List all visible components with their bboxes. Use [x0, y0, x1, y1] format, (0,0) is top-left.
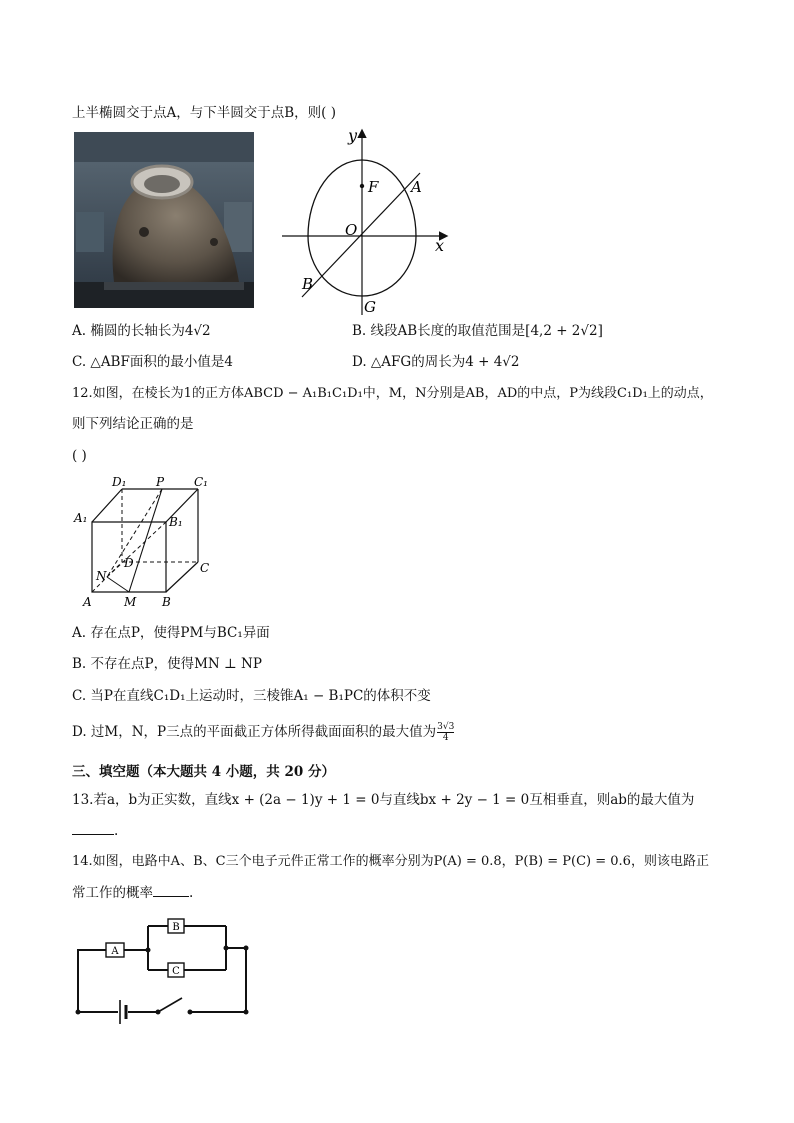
q11-option-c: C. △ABF面积的最小值是4 — [72, 354, 233, 370]
q12-option-d-text: D. 过M，N，P三点的平面截正方体所得截面面积的最大值为 — [72, 724, 437, 740]
q11-option-b: B. 线段AB长度的取值范围是[4,2 + 2√2] — [352, 323, 603, 339]
label-g: G — [364, 298, 376, 316]
component-b-label: B — [172, 922, 180, 933]
component-a-label: A — [111, 946, 119, 957]
q12-option-d — [72, 722, 454, 743]
circuit-figure — [70, 912, 260, 1030]
q14-stem-line2-text: 常工作的概率 — [72, 885, 153, 901]
q12-paren: ( ) — [72, 448, 87, 464]
label-o: O — [345, 221, 358, 239]
q12-stem-line1: 12.如图，在棱长为1的正方体ABCD − A₁B₁C₁D₁中，M，N分别是AB，AD的中点，P为线段C₁D₁上的动点， — [72, 386, 713, 401]
q14-answer-blank[interactable] — [153, 882, 189, 897]
q14-period: . — [189, 885, 194, 901]
label-a1: A₁ — [74, 511, 88, 525]
section-heading: 三、填空题（本大题共 4 小题，共 20 分） — [72, 764, 335, 780]
cube-figure — [70, 474, 220, 614]
q13-answer-line — [72, 820, 118, 841]
component-c-label: C — [172, 966, 180, 977]
q11-option-a: A. 椭圆的长轴长为4√2 — [72, 323, 211, 339]
fraction-denominator: 4 — [442, 733, 449, 743]
return-capsule-photo — [74, 132, 254, 308]
q11-option-d: D. △AFG的周长为4 + 4√2 — [352, 354, 520, 370]
q13-period: . — [114, 823, 119, 839]
q13-stem: 13.若a，b为正实数，直线x + (2a − 1)y + 1 = 0与直线bx + 2y − 1 = 0互相垂直，则ab的最大值为 — [72, 792, 695, 808]
q13-answer-blank[interactable] — [72, 820, 114, 835]
line-ab — [302, 173, 420, 297]
label-b: B — [162, 595, 171, 609]
label-n: N — [96, 569, 107, 583]
q12-option-a: A. 存在点P，使得PM与BC₁异面 — [72, 625, 270, 641]
label-d1: D₁ — [112, 475, 127, 489]
label-f: F — [368, 178, 379, 196]
label-c: C — [200, 561, 210, 575]
label-p: P — [156, 475, 165, 489]
point-f — [360, 184, 364, 188]
label-a: A — [83, 595, 92, 609]
label-c1: C₁ — [194, 475, 208, 489]
label-y: y — [348, 126, 358, 145]
q12-option-b: B. 不存在点P，使得MN ⊥ NP — [72, 656, 262, 672]
label-b1: B₁ — [169, 515, 183, 529]
q12-stem-line2: 则下列结论正确的是 — [72, 416, 194, 432]
label-a: A — [411, 178, 422, 196]
label-x: x — [435, 236, 445, 255]
ellipse-figure — [278, 125, 453, 320]
q11-stem-tail: 上半椭圆交于点A，与下半圆交于点B，则( ) — [72, 105, 336, 121]
q14-stem-line1: 14.如图，电路中A、B、C三个电子元件正常工作的概率分别为P(A) = 0.8，P(B) = P(C) = 0.6，则该电路正 — [72, 854, 709, 869]
label-d: D — [124, 556, 134, 570]
label-b: B — [302, 275, 314, 293]
fraction — [437, 722, 454, 743]
label-m: M — [124, 595, 137, 609]
q12-option-c: C. 当P在直线C₁D₁上运动时，三棱锥A₁ − B₁PC的体积不变 — [72, 688, 431, 704]
fraction-numerator: 3√3 — [437, 722, 455, 732]
q14-stem-line2 — [72, 882, 193, 903]
